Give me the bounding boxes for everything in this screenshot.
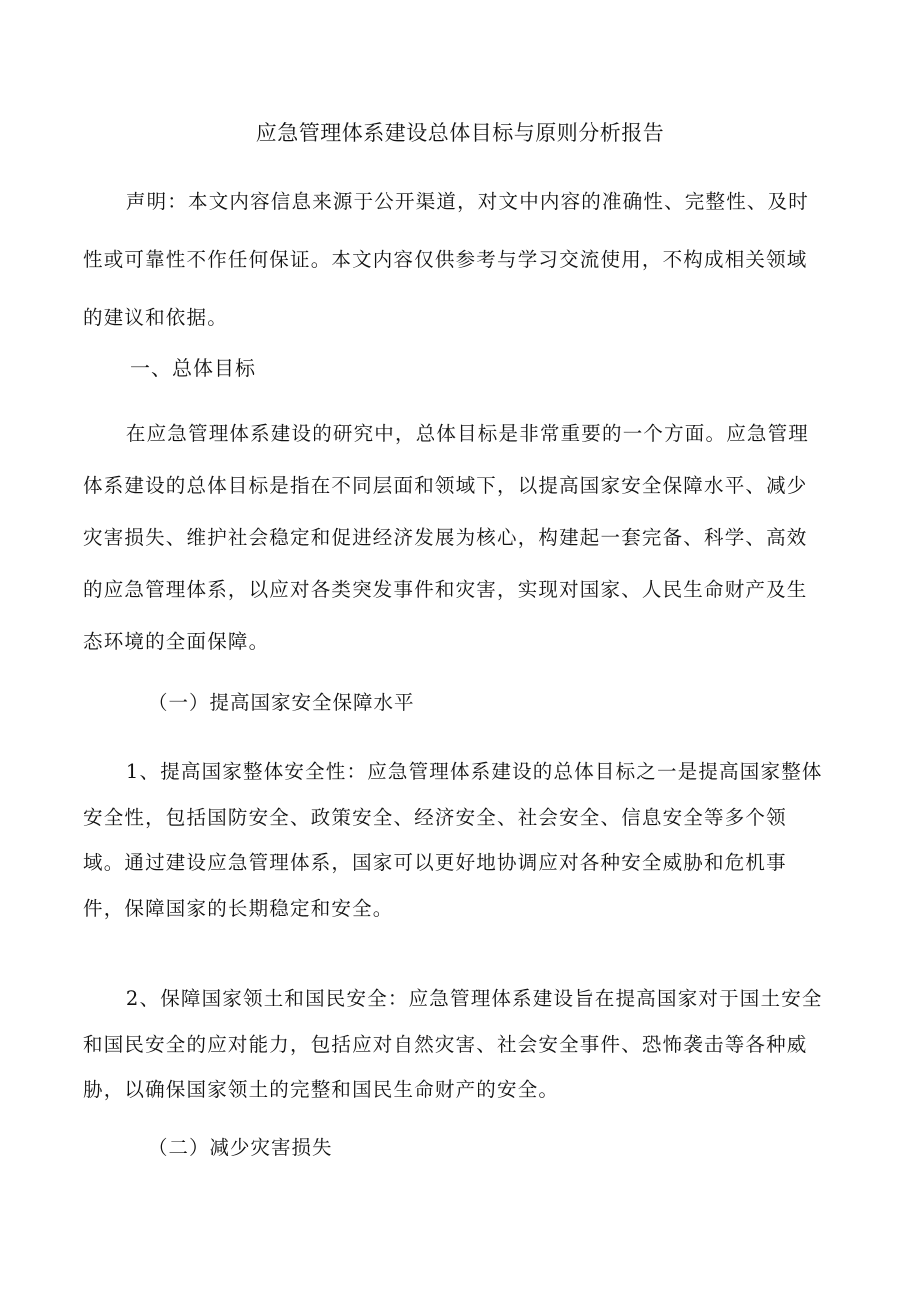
list-item-national-security: 1、提高国家整体安全性：应急管理体系建设的总体目标之一是提高国家整体安全性，包括国防安全、政策安全、经济安全、社会安全、信息安全等多个领域。通过建设应急管理体系，国家可以更好地协调应对各种安全威胁和危机事件，保障国家的长期稳定和安全。 — [83, 760, 823, 920]
document-title: 应急管理体系建设总体目标与原则分析报告 — [255, 121, 665, 145]
section-heading-overall-goals: 一、总体目标 — [130, 356, 256, 380]
overall-goals-paragraph: 在应急管理体系建设的研究中，总体目标是非常重要的一个方面。应急管理体系建设的总体目标是指在不同层面和领域下，以提高国家安全保障水平、减少灾害损失、维护社会稳定和促进经济发展为核心，构建起一套完备、科学、高效的应急管理体系，以应对各类突发事件和灾害，实现对国家、人民生命财产及生态环境的全面保障。 — [83, 422, 809, 653]
disclaimer-paragraph: 声明：本文内容信息来源于公开渠道，对文中内容的准确性、完整性、及时性或可靠性不作任何保证。本文内容仅供参考与学习交流使用，不构成相关领域的建议和依据。 — [83, 190, 809, 329]
subsection-heading-security-level: （一）提高国家安全保障水平 — [148, 691, 415, 714]
list-item-territory-citizen-safety: 2、保障国家领土和国民安全：应急管理体系建设旨在提高国家对于国土安全和国民安全的应对能力，包括应对自然灾害、社会安全事件、恐怖袭击等各种威胁，以确保国家领土的完整和国民生命财产的安全。 — [83, 987, 823, 1101]
subsection-heading-reduce-losses: （二）减少灾害损失 — [148, 1136, 333, 1159]
